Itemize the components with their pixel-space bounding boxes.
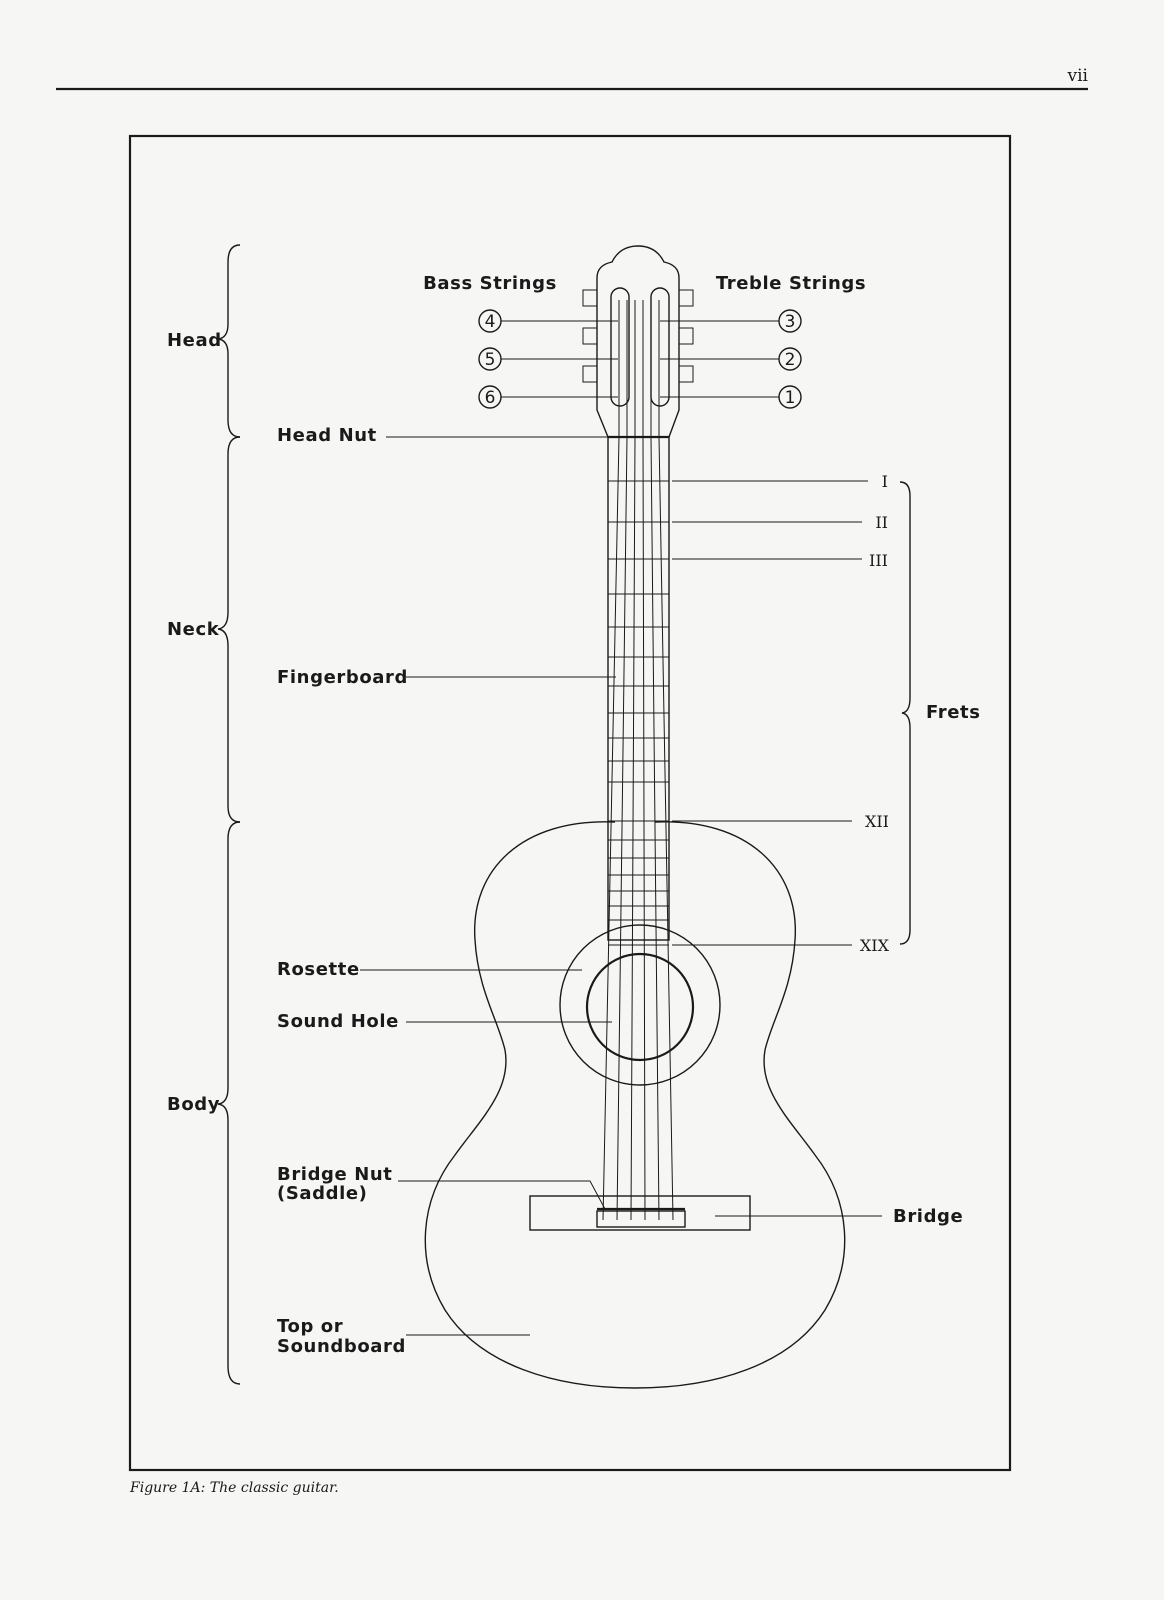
- figure-frame: [130, 136, 1010, 1470]
- tuning-pegs: [583, 290, 693, 382]
- neck-brace: [218, 437, 240, 822]
- label-bridge-nut: Bridge Nut: [277, 1164, 393, 1185]
- head-slot-right: [651, 288, 669, 406]
- string-2-label: 2: [784, 350, 796, 370]
- label-saddle: (Saddle): [277, 1183, 368, 1204]
- fret-label-iii: III: [869, 551, 888, 570]
- label-rosette: Rosette: [277, 959, 360, 980]
- label-top: Top or: [277, 1316, 344, 1337]
- string-6-label: 6: [484, 388, 496, 408]
- label-head-nut: Head Nut: [277, 425, 377, 446]
- page-number: vii: [1067, 66, 1088, 86]
- label-sound-hole: Sound Hole: [277, 1011, 399, 1032]
- guitar-body-outline: [425, 822, 844, 1388]
- section-label-neck: Neck: [167, 619, 220, 640]
- fret-label-xii: XII: [864, 812, 889, 831]
- string-3-label: 3: [784, 312, 796, 332]
- section-label-head: Head: [167, 330, 222, 351]
- treble-strings-title: Treble Strings: [715, 273, 867, 294]
- label-bridge: Bridge: [893, 1206, 964, 1227]
- frets-label: Frets: [926, 702, 981, 723]
- section-braces: [218, 245, 240, 1384]
- frets-brace: [900, 482, 910, 944]
- fret-label-xix: XIX: [859, 936, 889, 955]
- leader-bridge-nut: [398, 1181, 605, 1209]
- bridge-block: [530, 1196, 750, 1230]
- label-soundboard: Soundboard: [277, 1336, 407, 1357]
- head-slot-left: [611, 288, 629, 406]
- guitar-head: [597, 246, 679, 437]
- fret-label-ii: II: [875, 513, 888, 532]
- string-1-label: 1: [784, 388, 796, 408]
- sound-hole: [587, 954, 693, 1060]
- figure-caption: Figure 1A: The classic guitar.: [130, 1480, 339, 1496]
- section-label-body: Body: [167, 1094, 221, 1115]
- label-fingerboard: Fingerboard: [277, 667, 409, 688]
- body-brace: [218, 822, 240, 1384]
- bass-strings-title: Bass Strings: [423, 273, 557, 294]
- bridge-tie-block: [597, 1211, 685, 1227]
- treble-string-callouts: [660, 310, 801, 408]
- fret-label-i: I: [881, 472, 888, 491]
- string-4-label: 4: [484, 312, 496, 332]
- string-5-label: 5: [484, 350, 496, 370]
